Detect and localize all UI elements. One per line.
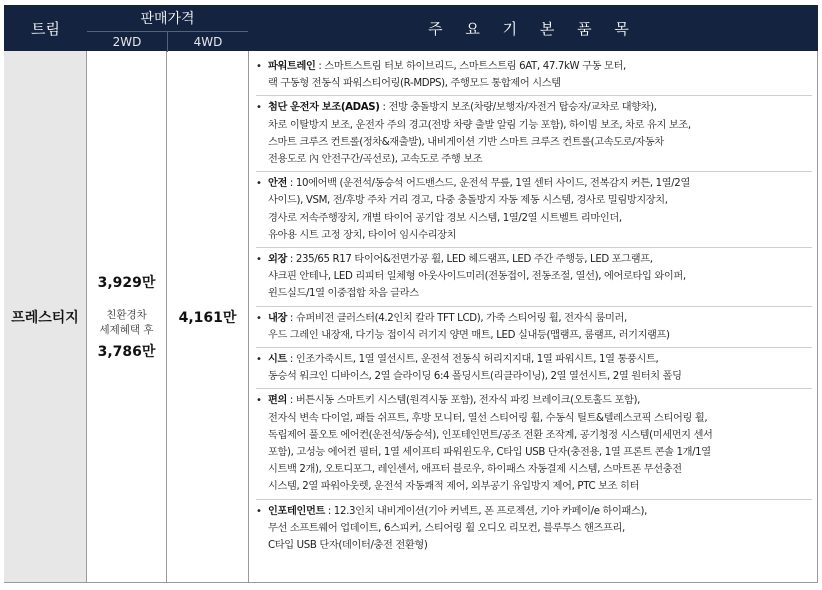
header-price-label: 판매가격: [87, 5, 248, 32]
feature-category: 안전: [268, 178, 287, 190]
feature-item: [256, 503, 812, 555]
bullet-icon: •: [256, 61, 262, 72]
feature-category: 내장: [268, 312, 287, 324]
header-items: [248, 5, 818, 51]
feature-text: [268, 99, 812, 168]
bullet-icon: •: [256, 395, 262, 407]
feature-item: [256, 58, 812, 92]
feature-line-text: : 버튼시동 스마트키 시스템(원격시동 포함), 전자식 파킹 브레이크(오토홀드 포함),: [286, 395, 641, 407]
feature-line: [268, 75, 812, 92]
feature-text: [268, 251, 812, 303]
feature-line: [268, 58, 812, 75]
feature-line: [268, 461, 812, 478]
benefit-label: [99, 308, 153, 338]
feature-line-text: 차로 이탈방지 보조, 운전자 주의 경고(전방 차량 출발 알림 기능 포함), 하이빔 보조, 차로 유지 보조,: [268, 119, 691, 131]
benefit-line-1: 친환경차: [106, 309, 147, 321]
header-trim: [4, 5, 87, 51]
feature-line: [268, 251, 812, 268]
feature-separator: [256, 306, 812, 307]
feature-line: [268, 503, 812, 520]
feature-line: [268, 327, 812, 344]
bullet-icon: •: [256, 178, 262, 190]
feature-line-text: 시트백 2개), 오토디포그, 레인센서, 애프터 블로우, 하이패스 자동결제 시스템, 스마트폰 무선충전: [268, 464, 682, 476]
feature-line-text: 독립제어 풀오토 에어컨(운전석/동승석), 인포테인먼트/공조 전환 조작계, 공기청정 시스템(미세먼지 센서: [268, 429, 713, 441]
feature-list: [256, 58, 812, 554]
feature-text: [268, 58, 812, 92]
feature-item: [256, 251, 812, 303]
feature-separator: [256, 388, 812, 389]
feature-line-text: C타입 USB 단자(데이터/충전 전환형): [268, 540, 428, 552]
feature-line: [268, 427, 812, 444]
feature-line: [268, 192, 812, 209]
feature-item: [256, 310, 812, 344]
feature-line: [268, 368, 812, 385]
feature-text: [268, 351, 812, 385]
feature-line: [268, 99, 812, 116]
feature-line-text: 샤크핀 안테나, LED 리피터 일체형 아웃사이드미러(전동접이, 전동조절, 열선), 에어로타입 와이퍼,: [268, 271, 686, 283]
header-items-label: 주 요 기 본 품 목: [428, 19, 638, 38]
feature-line-text: 랙 구동형 전동식 파워스티어링(R-MDPS), 주행모드 통합제어 시스템: [268, 78, 561, 90]
feature-separator: [256, 247, 812, 248]
feature-line: [268, 151, 812, 168]
bullet-icon: •: [256, 505, 262, 517]
feature-line-text: 전용도로 內 안전구간/곡선로), 고속도로 주행 보조: [268, 154, 483, 166]
feature-category: 시트: [268, 354, 287, 366]
feature-line-text: 포함), 고성능 에어컨 필터, 1열 세이프티 파워윈도우, C타입 USB 단자(충전용, 1열 프론트 콘솔 1개/1열: [268, 447, 711, 459]
feature-line: [268, 310, 812, 327]
feature-item: [256, 99, 812, 168]
price-4wd: 4,161만: [178, 309, 237, 326]
feature-line-text: 동승석 워크인 디바이스, 2열 슬라이딩 6:4 폴딩시트(리클라이닝), 2열 열선시트, 2열 원터치 폴딩: [268, 371, 682, 383]
feature-line-text: 윈드실드/1열 이중접합 차음 글라스: [268, 288, 419, 300]
feature-line-text: : 10에어백 (운전석/동승석 어드밴스드, 운전석 무릎, 1열 센터 사이드, 전복감지 커튼, 1열/2열: [286, 178, 690, 190]
feature-text: [268, 392, 812, 495]
bullet-icon: •: [256, 102, 262, 114]
feature-item: [256, 175, 812, 244]
feature-item: [256, 392, 812, 495]
feature-separator: [256, 499, 812, 500]
feature-line: [268, 285, 812, 302]
price-2wd: 3,929만: [97, 275, 156, 291]
header-2wd: 2WD: [87, 32, 168, 52]
feature-line-text: : 전방 충돌방지 보조(차량/보행자/자전거 탑승자/교차로 대향차),: [379, 102, 657, 114]
feature-line: [268, 134, 812, 151]
feature-line: [268, 175, 812, 192]
trim-name-cell: [4, 51, 86, 582]
feature-line-text: 경사로 저속주행장치, 개별 타이어 공기압 경보 시스템, 1열/2열 시트벨트 리마인더,: [268, 212, 622, 224]
feature-line: [268, 410, 812, 427]
feature-category: 인포테인먼트: [268, 505, 325, 517]
bullet-icon: •: [256, 312, 262, 324]
feature-line-text: 우드 그레인 내장재, 다기능 접이식 러기지 양면 매트, LED 실내등(맵램프, 룸램프, 러기지램프): [268, 329, 670, 341]
header-4wd: 4WD: [193, 35, 223, 49]
feature-line-text: 시스템, 2열 파워아웃렛, 운전석 자동쾌적 제어, 외부공기 유입방지 제어, PTC 보조 히터: [268, 481, 640, 493]
feature-line: [268, 351, 812, 368]
feature-line-text: 사이드), VSM, 전/후방 주차 거리 경고, 다중 충돌방지 자동 제동 시스템, 경사로 밀림방지장치,: [268, 195, 668, 207]
feature-line: [268, 478, 812, 495]
feature-line-text: 전자식 변속 다이얼, 패들 쉬프트, 후방 모니터, 열선 스티어링 휠, 수동식 틸트&텔레스코픽 스티어링 휠,: [268, 412, 708, 424]
feature-line-text: 스마트 크루즈 컨트롤(정차&재출발), 내비게이션 기반 스마트 크루즈 컨트롤(고속도로/자동차: [268, 136, 664, 148]
feature-separator: [256, 171, 812, 172]
header-price: [87, 5, 248, 51]
feature-line: [268, 520, 812, 537]
table-bottom-border: [4, 582, 818, 583]
feature-line: [268, 392, 812, 409]
feature-text: [268, 503, 812, 555]
feature-line-text: 무선 소프트웨어 업데이트, 6스피커, 스티어링 휠 오디오 리모컨, 블루투스 핸즈프리,: [268, 522, 625, 534]
bullet-icon: •: [256, 354, 262, 366]
feature-line-text: : 스마트스트림 터보 하이브리드, 스마트스트림 6AT, 47.7kW 구동 모터,: [315, 61, 626, 72]
feature-line: [268, 268, 812, 285]
bullet-icon: •: [256, 254, 262, 266]
feature-line: [268, 210, 812, 227]
feature-category: 편의: [268, 395, 287, 407]
price-2wd-after-benefit: 3,786만: [97, 344, 156, 360]
feature-line: [268, 444, 812, 461]
feature-text: [268, 310, 812, 344]
column-divider: [248, 51, 249, 582]
benefit-line-2: 세제혜택 후: [99, 324, 154, 336]
feature-category: 첨단 운전자 보조(ADAS): [268, 102, 380, 114]
feature-text: [268, 175, 812, 244]
trim-name: 프레스티지: [11, 309, 79, 326]
feature-line-text: : 12.3인치 내비게이션(기아 커넥트, 폰 프로젝션, 기아 카페이/e 하이패스),: [324, 505, 647, 517]
header-trim-label: 트림: [31, 19, 60, 38]
feature-line: [268, 117, 812, 134]
feature-item: [256, 351, 812, 385]
feature-category: 외장: [268, 254, 287, 266]
feature-category: 파워트레인: [268, 61, 316, 72]
price-2wd-cell: [87, 51, 166, 582]
feature-line: [268, 537, 812, 554]
feature-separator: [256, 95, 812, 96]
table-right-border: [817, 51, 818, 582]
price-4wd-cell: [167, 51, 248, 582]
feature-line-text: 유아용 시트 고정 장치, 타이어 임시수리장치: [268, 229, 457, 241]
header-price-sub: [87, 32, 248, 52]
feature-line-text: : 슈퍼비전 클러스터(4.2인치 칼라 TFT LCD), 가죽 스티어링 휠, 전자식 룸미러,: [286, 312, 627, 324]
feature-line-text: : 인조가죽시트, 1열 열선시트, 운전석 전동식 허리지지대, 1열 파워시트, 1열 통풍시트,: [286, 354, 659, 366]
feature-line: [268, 227, 812, 244]
feature-separator: [256, 347, 812, 348]
feature-line-text: : 235/65 R17 타이어&전면가공 휠, LED 헤드램프, LED 주간 주행등, LED 포그램프,: [286, 254, 653, 266]
